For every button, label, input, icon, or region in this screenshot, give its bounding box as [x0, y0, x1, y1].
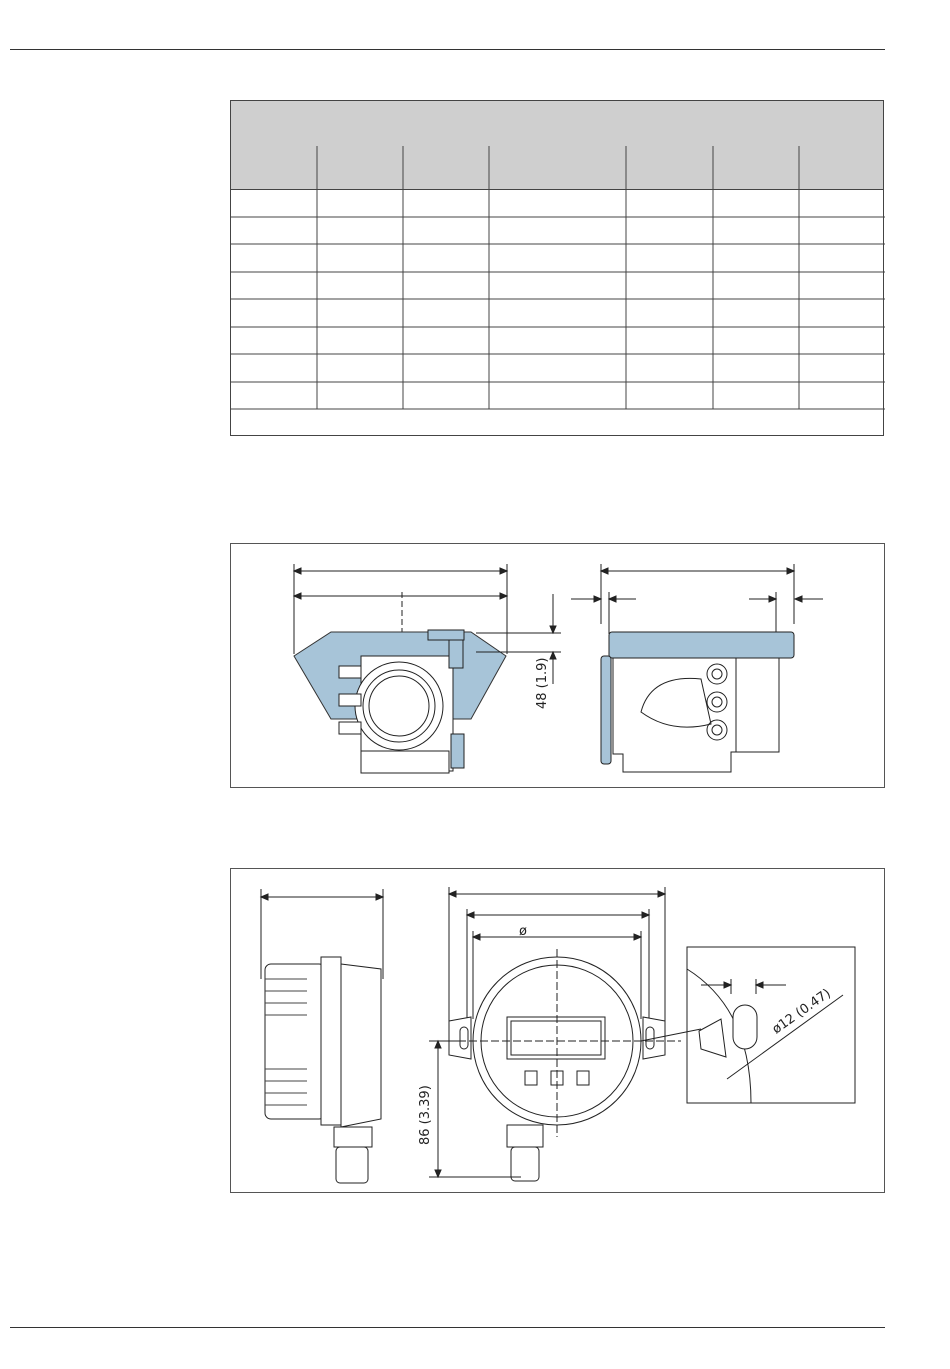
module-height-dimension: 86 (3.39) [418, 1085, 433, 1145]
top-rule [10, 49, 885, 50]
display-module-drawing [231, 869, 886, 1194]
bottom-rule [10, 1327, 885, 1328]
mounting-hole-dimension: ø12 (0.47) [769, 986, 834, 1038]
weather-cover-drawing [231, 544, 886, 789]
figure-weather-cover [230, 543, 885, 788]
diameter-dimension: ø [519, 924, 527, 939]
table-grid [231, 101, 885, 437]
dimensions-table [230, 100, 884, 436]
figure-display-module [230, 868, 885, 1193]
cover-height-dimension: 48 (1.9) [535, 657, 550, 709]
